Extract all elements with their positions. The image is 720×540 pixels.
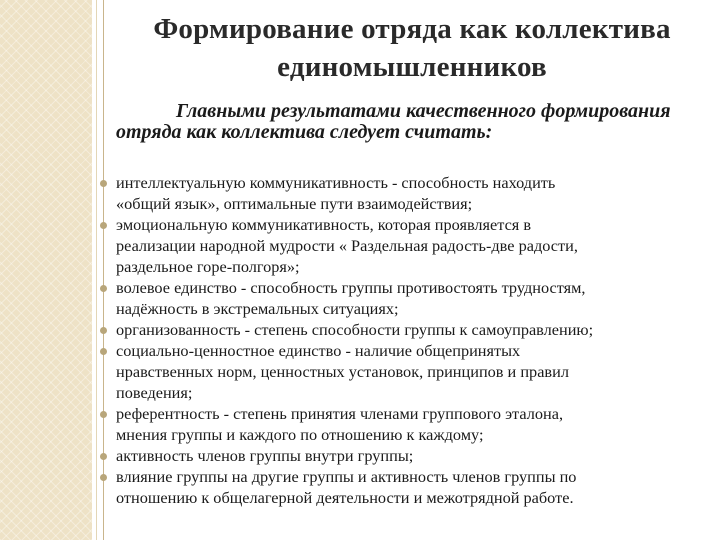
- list-item-text: социально-ценностное единство - наличие общепринятых нравственных норм, ценностных установок, принципов и правил поведения;: [116, 341, 569, 402]
- list-item: [96, 214, 714, 277]
- list-item: [96, 340, 714, 403]
- list-item: [96, 466, 714, 508]
- slide-title: [112, 10, 712, 86]
- list-item: [96, 277, 714, 319]
- list-item-text: влияние группы на другие группы и активность членов группы по отношению к общелагерной деятельности и межотрядной работе.: [116, 467, 577, 507]
- list-item-text: референтность - степень принятия членами группового эталона, мнения группы и каждого по отношению к каждому;: [116, 404, 564, 444]
- list-item: [96, 319, 714, 340]
- list-item-text: волевое единство - способность группы противостоять трудностям, надёжность в экстремальных ситуациях;: [116, 278, 586, 318]
- list-item: [96, 172, 714, 214]
- intro-text: Главными результатами качественного формирования отряда как коллектива следует считать:: [116, 100, 671, 143]
- list-item-text: эмоциональную коммуникативность, которая проявляется в реализации народной мудрости « Раздельная радость-две радости, раздельное горе-полгоря»;: [116, 215, 578, 276]
- intro-paragraph: [116, 101, 706, 143]
- round-bullet-icon: [100, 180, 107, 187]
- list-item-text: интеллектуальную коммуникативность - способность находить «общий язык», оптимальные пути взаимодействия;: [116, 173, 556, 213]
- round-bullet-icon: [100, 474, 107, 481]
- list-item-text: активность членов группы внутри группы;: [116, 446, 414, 465]
- decorative-side-panel: [0, 0, 92, 540]
- round-bullet-icon: [100, 453, 107, 460]
- round-bullet-icon: [100, 411, 107, 418]
- list-item: [96, 403, 714, 445]
- slide-title-line-2: единомышленников: [277, 51, 547, 83]
- results-list: [96, 172, 714, 508]
- list-item: [96, 445, 714, 466]
- list-item-text: организованность - степень способности группы к самоуправлению;: [116, 320, 594, 339]
- round-bullet-icon: [100, 222, 107, 229]
- round-bullet-icon: [100, 285, 107, 292]
- round-bullet-icon: [100, 327, 107, 334]
- slide-title-line-1: Формирование отряда как коллектива: [153, 13, 671, 45]
- round-bullet-icon: [100, 348, 107, 355]
